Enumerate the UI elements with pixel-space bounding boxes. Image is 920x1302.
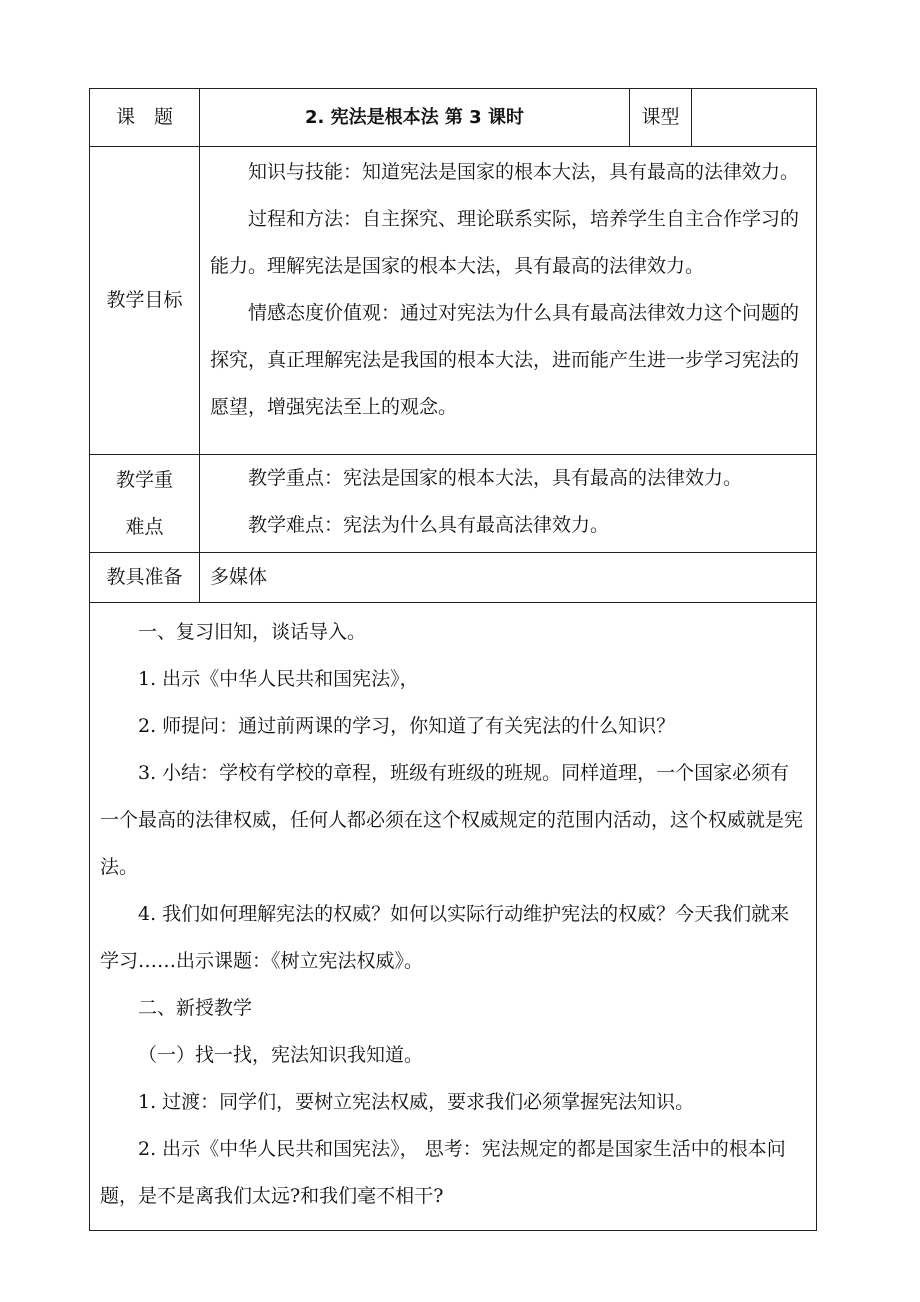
header-row xyxy=(90,89,816,147)
lesson-plan-table xyxy=(89,88,817,1231)
key-point: 教学重点：宪法是国家的根本大法，具有最高的法律效力。 xyxy=(248,467,743,489)
subsection-find: （一）找一找，宪法知识我知道。 xyxy=(138,1044,424,1066)
lesson-title: 2. 宪法是根本法 第 3 课时 xyxy=(200,89,630,146)
key-points-content xyxy=(200,455,816,552)
section-new-lesson: 二、新授教学 xyxy=(138,997,253,1019)
review-step-1: 1. 出示《中华人民共和国宪法》， xyxy=(138,668,419,690)
process-row xyxy=(90,603,816,1230)
tools-row xyxy=(90,553,816,603)
objectives-label: 教学目标 xyxy=(90,147,200,454)
key-points-label-line1: 教学重 xyxy=(115,468,173,491)
find-step-1: 1. 过渡：同学们，要树立宪法权威，要求我们必须掌握宪法知识。 xyxy=(138,1091,695,1113)
tools-label: 教具准备 xyxy=(90,553,200,602)
find-step-2: 2. 出示《中华人民共和国宪法》， 思考：宪法规定的都是国家生活中的根本问题，是不是离我们太远?和我们毫不相干? xyxy=(100,1138,786,1207)
objective-knowledge: 知识与技能：知道宪法是国家的根本大法，具有最高的法律效力。 xyxy=(248,161,800,183)
objectives-row xyxy=(90,147,816,455)
type-value xyxy=(692,89,816,146)
review-step-2: 2. 师提问：通过前两课的学习，你知道了有关宪法的什么知识？ xyxy=(138,715,676,737)
review-step-3: 3. 小结：学校有学校的章程，班级有班级的班规。同样道理，一个国家必须有一个最高的法律权威，任何人都必须在这个权威规定的范围内活动，这个权威就是宪法。 xyxy=(100,762,804,878)
objective-attitude: 情感态度价值观：通过对宪法为什么具有最高法律效力这个问题的探究，真正理解宪法是我国的根本大法，进而能产生进一步学习宪法的愿望，增强宪法至上的观念。 xyxy=(210,302,800,418)
topic-label: 课 题 xyxy=(90,89,200,146)
key-points-row xyxy=(90,455,816,553)
key-points-label xyxy=(90,455,200,552)
key-points-label-line2: 难点 xyxy=(125,515,164,538)
process-content xyxy=(90,603,816,1230)
type-label: 课型 xyxy=(630,89,692,146)
review-step-4: 4. 我们如何理解宪法的权威？如何以实际行动维护宪法的权威？今天我们就来学习……出示课题：《树立宪法权威》。 xyxy=(100,903,790,972)
objective-process: 过程和方法：自主探究、理论联系实际，培养学生自主合作学习的能力。理解宪法是国家的根本大法，具有最高的法律效力。 xyxy=(210,208,800,277)
tools-value: 多媒体 xyxy=(210,566,268,588)
section-review: 一、复习旧知，谈话导入。 xyxy=(138,621,367,643)
difficult-point: 教学难点：宪法为什么具有最高法律效力。 xyxy=(248,514,610,536)
objectives-content xyxy=(200,147,816,454)
